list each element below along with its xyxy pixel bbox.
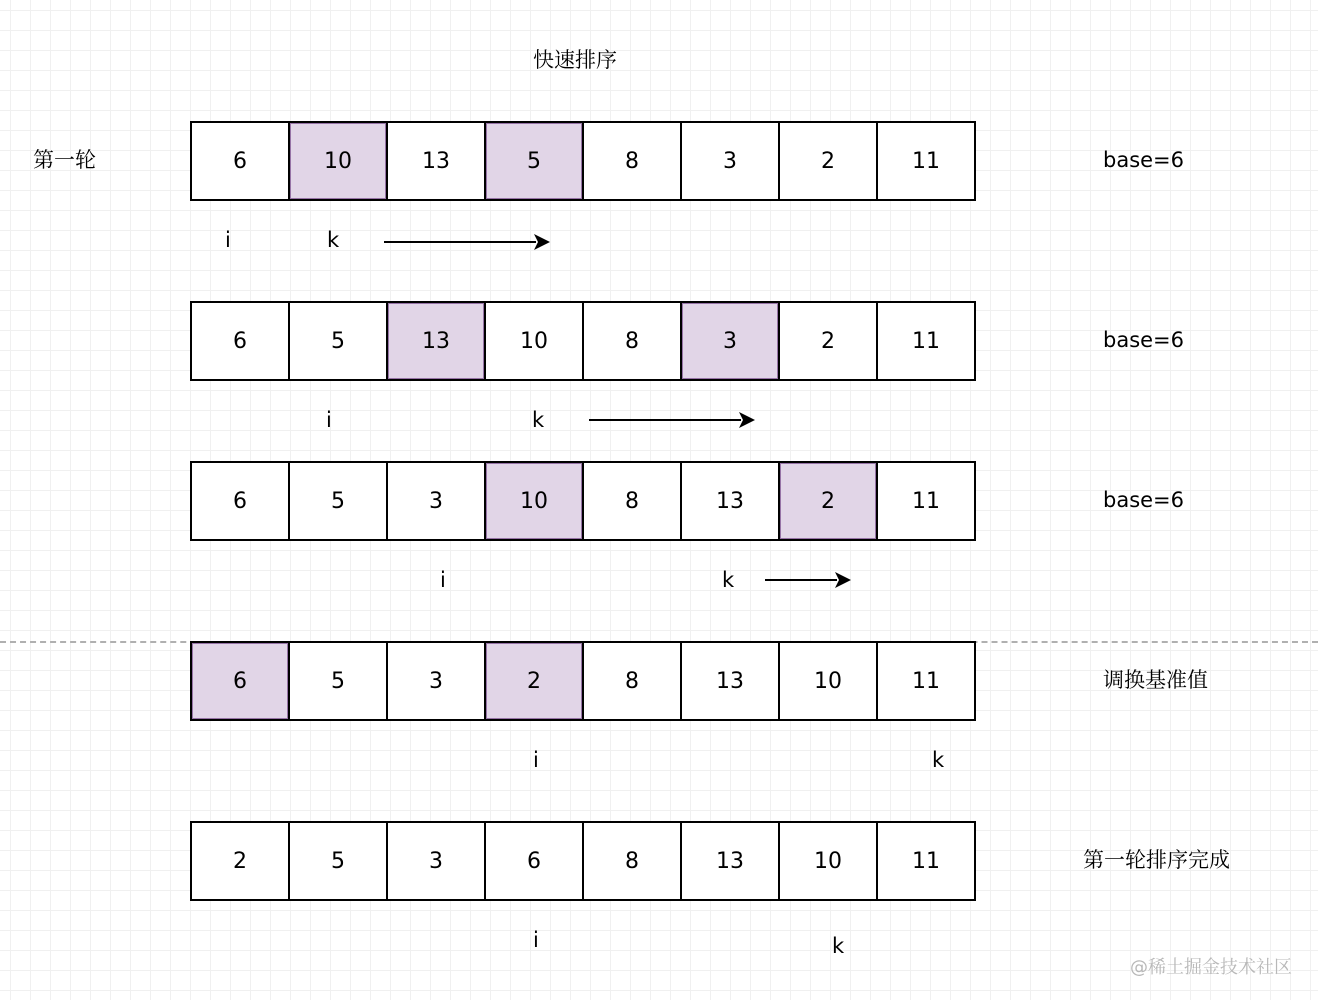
array-cell: 3 bbox=[680, 301, 780, 381]
array-cell: 5 bbox=[288, 821, 388, 901]
array-cell: 6 bbox=[190, 121, 290, 201]
array-cell: 8 bbox=[582, 301, 682, 381]
array-row-4 bbox=[190, 641, 990, 721]
array-cell: 5 bbox=[484, 121, 584, 201]
pointer-i: i bbox=[440, 568, 446, 592]
array-cell: 6 bbox=[190, 461, 290, 541]
array-cell: 2 bbox=[484, 641, 584, 721]
pointer-i: i bbox=[533, 748, 539, 772]
watermark: @稀土掘金技术社区 bbox=[1130, 957, 1292, 978]
array-row-5 bbox=[190, 821, 990, 901]
pointer-i: i bbox=[326, 408, 332, 432]
array-cell: 6 bbox=[190, 301, 290, 381]
array-cell: 11 bbox=[876, 121, 976, 201]
array-cell: 6 bbox=[190, 641, 290, 721]
array-cell: 3 bbox=[680, 121, 780, 201]
array-cell: 13 bbox=[386, 301, 486, 381]
array-cell: 2 bbox=[778, 461, 878, 541]
array-cell: 3 bbox=[386, 821, 486, 901]
array-cell: 13 bbox=[680, 641, 780, 721]
array-cell: 10 bbox=[778, 641, 878, 721]
pointer-k: k bbox=[832, 934, 845, 958]
array-cell: 11 bbox=[876, 461, 976, 541]
array-cell: 5 bbox=[288, 461, 388, 541]
pointer-k: k bbox=[932, 748, 945, 772]
row-label-4: 调换基准值 bbox=[1103, 668, 1208, 692]
array-cell: 10 bbox=[288, 121, 388, 201]
pointer-k: k bbox=[327, 228, 340, 252]
array-cell: 2 bbox=[190, 821, 290, 901]
array-cell: 11 bbox=[876, 301, 976, 381]
array-cell: 13 bbox=[680, 821, 780, 901]
array-cell: 2 bbox=[778, 301, 878, 381]
array-cell: 8 bbox=[582, 121, 682, 201]
row-label-1: base=6 bbox=[1103, 148, 1185, 172]
right-arrow-icon bbox=[589, 410, 759, 430]
array-row-1 bbox=[190, 121, 990, 201]
row-label-2: base=6 bbox=[1103, 328, 1185, 352]
right-arrow-icon bbox=[384, 232, 554, 252]
right-arrow-icon bbox=[765, 570, 855, 590]
row-label-3: base=6 bbox=[1103, 488, 1185, 512]
row-label-5: 第一轮排序完成 bbox=[1083, 848, 1230, 872]
array-row-3 bbox=[190, 461, 990, 541]
pointer-k: k bbox=[722, 568, 735, 592]
array-cell: 10 bbox=[778, 821, 878, 901]
array-cell: 8 bbox=[582, 641, 682, 721]
array-cell: 3 bbox=[386, 641, 486, 721]
array-cell: 10 bbox=[484, 301, 584, 381]
array-cell: 8 bbox=[582, 821, 682, 901]
round-label: 第一轮 bbox=[33, 148, 96, 172]
array-cell: 5 bbox=[288, 641, 388, 721]
page-title: 快速排序 bbox=[533, 48, 617, 72]
array-cell: 3 bbox=[386, 461, 486, 541]
array-cell: 13 bbox=[386, 121, 486, 201]
array-cell: 11 bbox=[876, 821, 976, 901]
pointer-i: i bbox=[225, 228, 231, 252]
array-cell: 13 bbox=[680, 461, 780, 541]
pointer-k: k bbox=[532, 408, 545, 432]
array-row-2 bbox=[190, 301, 990, 381]
array-cell: 11 bbox=[876, 641, 976, 721]
pointer-i: i bbox=[533, 928, 539, 952]
array-cell: 8 bbox=[582, 461, 682, 541]
array-cell: 10 bbox=[484, 461, 584, 541]
array-cell: 5 bbox=[288, 301, 388, 381]
array-cell: 2 bbox=[778, 121, 878, 201]
array-cell: 6 bbox=[484, 821, 584, 901]
